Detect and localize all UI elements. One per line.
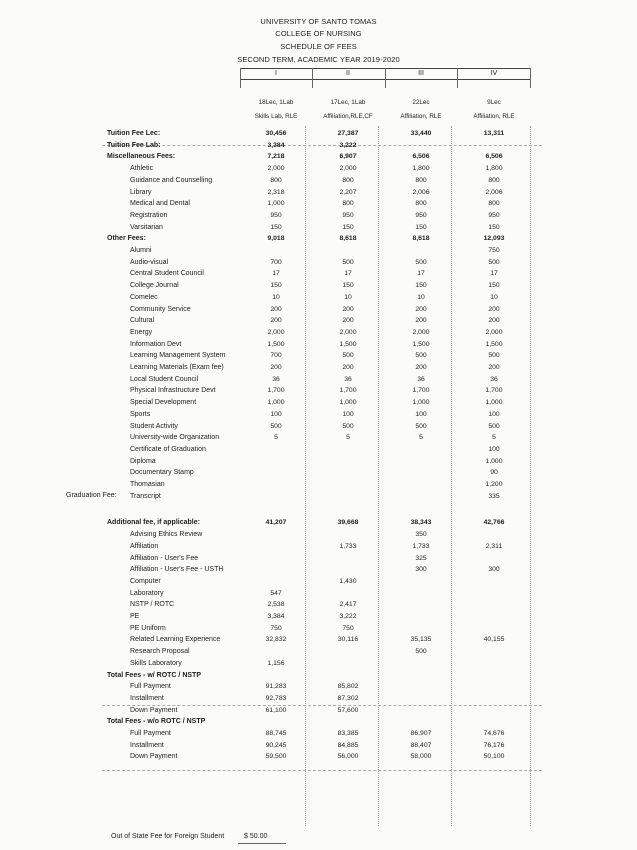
- fee-label: Athletic: [130, 165, 153, 173]
- fee-label: Miscellaneous Fees:: [107, 153, 176, 161]
- fee-value: 10: [417, 293, 425, 301]
- fee-label: Advising Ethics Review: [130, 531, 203, 539]
- fee-value: 3,222: [339, 141, 357, 149]
- fee-value: 8,618: [412, 235, 430, 243]
- fee-value: 1,700: [267, 387, 285, 395]
- fee-value: 38,343: [410, 519, 432, 527]
- fee-value: 57,600: [337, 706, 359, 714]
- fee-value: 1,733: [412, 542, 430, 550]
- fee-value: 9,018: [267, 235, 285, 243]
- fee-label: Affiliation - User's Fee - USTH: [130, 566, 224, 574]
- col-divider: [451, 126, 452, 826]
- fee-value: 27,387: [337, 130, 359, 137]
- fee-value: 100: [270, 410, 282, 418]
- fee-label: Audio-visual: [130, 258, 169, 266]
- column-level: II: [346, 70, 350, 77]
- fee-value: 1,200: [485, 481, 503, 488]
- fee-value: 50,100: [483, 753, 505, 761]
- fee-value: 1,500: [339, 340, 357, 348]
- fee-value: 2,006: [485, 188, 503, 196]
- fee-value: 2,417: [339, 601, 357, 609]
- fee-value: 1,700: [412, 387, 430, 395]
- fee-value: 84,885: [337, 741, 359, 749]
- fee-label: Energy: [130, 328, 153, 336]
- fee-value: 150: [488, 223, 500, 231]
- fee-value: 33,440: [410, 130, 432, 137]
- column-level: I: [275, 70, 277, 77]
- fee-label: PE: [130, 613, 140, 620]
- fee-value: 32,832: [265, 636, 287, 644]
- column-units: 22Lec: [412, 99, 430, 106]
- fee-value: 1,430: [339, 577, 357, 585]
- university-name: UNIVERSITY OF SANTO TOMAS: [260, 17, 377, 26]
- fee-value: 5: [346, 434, 350, 442]
- fee-label: Thomasian: [130, 481, 165, 488]
- fee-label: Tuition Fee Lec:: [107, 130, 161, 137]
- fee-label: Full Payment: [130, 730, 171, 737]
- fee-value: 500: [488, 422, 500, 430]
- fee-value: 500: [415, 422, 427, 430]
- column-type: Skills Lab, RLE: [254, 113, 298, 120]
- fee-value: 6,907: [339, 153, 357, 161]
- fee-value: 500: [342, 422, 354, 430]
- fee-value: 5: [419, 434, 423, 442]
- fee-label: Skills Laboratory: [130, 659, 182, 667]
- fee-label: Additional fee, if applicable:: [107, 519, 200, 527]
- fee-label: Documentary Stamp: [130, 469, 194, 477]
- fee-label: Central Student Council: [130, 270, 204, 278]
- fee-value: 5: [274, 434, 278, 442]
- fee-label: Total Fees - w/ ROTC / NSTP: [107, 671, 201, 679]
- fee-value: 61,100: [265, 706, 287, 714]
- fee-value: 17: [272, 270, 280, 278]
- fee-value: 200: [270, 305, 282, 313]
- fee-value: 88,407: [410, 741, 432, 749]
- fee-value: 950: [488, 211, 500, 219]
- fee-value: 500: [488, 258, 500, 266]
- fee-value: 1,800: [412, 165, 430, 173]
- fee-value: 39,668: [337, 519, 359, 527]
- fee-label: Learning Management System: [130, 352, 226, 360]
- fee-label: Affiliation - User's Fee: [130, 554, 199, 562]
- col-divider: [305, 126, 306, 826]
- column-type: Affiliation, RLE: [400, 113, 442, 120]
- fee-value: 150: [342, 282, 354, 290]
- graduation-fee-label: Graduation Fee:: [66, 492, 117, 499]
- column-type: Affiliation, RLE: [473, 113, 515, 120]
- fee-value: 30,116: [337, 636, 359, 644]
- fee-value: 1,000: [267, 399, 285, 407]
- fee-value: 83,385: [337, 730, 359, 737]
- fee-value: 500: [415, 648, 427, 656]
- fee-label: Physical Infrastructure Devt: [130, 387, 216, 395]
- fee-label: Local Student Council: [130, 375, 199, 383]
- fee-value: 92,783: [265, 694, 287, 702]
- fee-value: 1,500: [485, 340, 503, 348]
- fee-value: 750: [342, 624, 354, 632]
- fee-value: 1,000: [485, 399, 503, 407]
- fee-value: 3,222: [339, 613, 357, 620]
- fee-label: Community Service: [130, 305, 191, 313]
- fee-value: 91,283: [265, 683, 287, 691]
- fee-value: 150: [270, 282, 282, 290]
- fee-value: 5: [492, 434, 496, 442]
- fee-value: 17: [490, 270, 498, 278]
- fee-label: Medical and Dental: [130, 200, 190, 208]
- fee-value: 200: [415, 305, 427, 313]
- fee-value: 800: [415, 200, 427, 208]
- fee-value: 750: [488, 247, 500, 254]
- fee-value: 41,207: [265, 519, 287, 527]
- fee-label: College Journal: [130, 282, 179, 290]
- college-name: COLLEGE OF NURSING: [275, 29, 362, 38]
- fee-value: 1,500: [267, 340, 285, 348]
- fee-label: PE Uniform: [130, 624, 166, 632]
- fee-value: 150: [415, 282, 427, 290]
- fee-label: Affiliation: [130, 542, 159, 550]
- fee-value: 547: [270, 589, 282, 597]
- fee-value: 1,000: [267, 200, 285, 208]
- fee-value: 85,802: [337, 683, 359, 691]
- fee-value: 56,000: [337, 753, 359, 761]
- fee-value: 6,506: [485, 153, 503, 161]
- fee-value: 500: [488, 352, 500, 360]
- fee-value: 700: [270, 258, 282, 266]
- fee-label: Tuition Fee Lab:: [107, 141, 161, 149]
- fee-value: 200: [342, 305, 354, 313]
- fee-label: Registration: [130, 211, 168, 219]
- fee-label: University-wide Organization: [130, 434, 220, 442]
- fee-value: 500: [415, 352, 427, 360]
- fee-value: 950: [415, 211, 427, 219]
- fee-value: 7,218: [267, 153, 285, 161]
- fee-value: 950: [270, 211, 282, 219]
- foreign-student-fee-label: Out of State Fee for Foreign Student: [111, 833, 225, 840]
- fee-value: 500: [342, 258, 354, 266]
- fee-label: Laboratory: [130, 589, 164, 597]
- fee-value: 100: [415, 410, 427, 418]
- fee-value: 2,000: [412, 328, 430, 336]
- fee-value: 800: [488, 200, 500, 208]
- fee-label: Down Payment: [130, 753, 178, 761]
- fee-value: 58,000: [410, 753, 432, 761]
- fee-label: Learning Materials (Exam fee): [130, 364, 224, 371]
- fee-value: 800: [342, 200, 354, 208]
- fee-value: 200: [488, 317, 500, 325]
- fee-label: Computer: [130, 577, 161, 585]
- fee-value: 76,176: [483, 741, 505, 749]
- fee-label: Transcript: [130, 492, 161, 500]
- fee-value: 1,500: [412, 340, 430, 348]
- fee-value: 200: [270, 317, 282, 325]
- fee-label: Library: [130, 188, 152, 196]
- column-level: IV: [490, 70, 498, 77]
- row-divider: [102, 145, 542, 146]
- column-units: 17Lec, 1Lab: [330, 99, 366, 106]
- fee-value: 750: [270, 624, 282, 632]
- fee-label: Certificate of Graduation: [130, 445, 206, 453]
- fee-label: Related Learning Experience: [130, 636, 221, 644]
- fee-value: 87,302: [337, 694, 359, 702]
- fee-label: Cultural: [130, 317, 155, 325]
- fee-value: 500: [342, 352, 354, 360]
- fee-value: 2,000: [267, 328, 285, 336]
- fee-label: Information Devt: [130, 340, 182, 348]
- fee-value: 86,907: [410, 730, 432, 737]
- fee-value: 2,000: [339, 328, 357, 336]
- fee-value: 200: [415, 317, 427, 325]
- fee-value: 2,538: [267, 601, 285, 609]
- fee-value: 1,156: [267, 659, 285, 667]
- fee-label: Research Proposal: [130, 648, 190, 656]
- fee-value: 200: [488, 364, 500, 371]
- fee-label: Student Activity: [130, 422, 178, 430]
- fee-value: 335: [488, 492, 500, 500]
- fee-value: 1,000: [412, 399, 430, 407]
- fee-value: 10: [490, 293, 498, 301]
- fee-value: 17: [417, 270, 425, 278]
- fee-value: 8,618: [339, 235, 357, 243]
- fee-label: Total Fees - w/o ROTC / NSTP: [107, 718, 206, 726]
- fee-value: 59,500: [265, 753, 287, 761]
- fee-value: 1,000: [485, 457, 503, 465]
- column-units: 18Lec, 1Lab: [258, 99, 294, 106]
- fee-value: 100: [488, 445, 500, 453]
- fee-value: 2,311: [485, 542, 503, 550]
- fee-value: 36: [344, 375, 352, 383]
- fee-value: 150: [488, 282, 500, 290]
- fee-value: 74,676: [483, 730, 505, 737]
- fee-value: 200: [415, 364, 427, 371]
- fee-value: 10: [344, 293, 352, 301]
- fee-label: Full Payment: [130, 683, 171, 691]
- fee-value: 500: [415, 258, 427, 266]
- fee-value: 13,311: [483, 130, 505, 137]
- fee-value: 2,000: [267, 165, 285, 173]
- fee-label: Sports: [130, 410, 151, 418]
- fee-value: 200: [342, 317, 354, 325]
- fee-value: 500: [270, 422, 282, 430]
- fee-value: 350: [415, 531, 427, 539]
- fee-value: 12,093: [483, 235, 505, 243]
- footer-underline: [238, 843, 286, 844]
- fee-value: 3,384: [267, 613, 285, 620]
- schedule-title: SCHEDULE OF FEES: [280, 42, 357, 51]
- fee-label: Down Payment: [130, 706, 178, 714]
- fee-label: Comelec: [130, 293, 158, 301]
- row-divider: [102, 770, 542, 771]
- fee-value: 36: [272, 375, 280, 383]
- fee-value: 100: [488, 410, 500, 418]
- fee-value: 10: [272, 293, 280, 301]
- fee-label: Guidance and Counselling: [130, 176, 213, 184]
- fee-label: Installment: [130, 741, 164, 749]
- foreign-student-fee-value: $ 50.00: [244, 833, 268, 840]
- fee-value: 150: [415, 223, 427, 231]
- fee-value: 325: [415, 554, 427, 562]
- fee-label: Varsitarian: [130, 223, 163, 231]
- fee-value: 800: [415, 176, 427, 184]
- fee-value: 800: [270, 176, 282, 184]
- fee-value: 1,700: [485, 387, 503, 395]
- fee-value: 2,207: [339, 188, 357, 196]
- fee-value: 35,135: [410, 636, 432, 644]
- fee-value: 36: [490, 375, 498, 383]
- column-units: 9Lec: [487, 99, 501, 106]
- fee-label: Special Development: [130, 399, 197, 407]
- fee-value: 200: [488, 305, 500, 313]
- fee-value: 40,155: [483, 636, 505, 644]
- fee-label: Diploma: [130, 457, 156, 465]
- fee-value: 1,700: [339, 387, 357, 395]
- fee-value: 150: [342, 223, 354, 231]
- fee-value: 950: [342, 211, 354, 219]
- fee-label: Other Fees:: [107, 235, 146, 243]
- fee-value: 800: [342, 176, 354, 184]
- fee-value: 300: [488, 566, 500, 574]
- fee-value: 700: [270, 352, 282, 360]
- fee-value: 200: [342, 364, 354, 371]
- fee-value: 90: [490, 469, 498, 477]
- col-divider: [378, 126, 379, 826]
- fee-value: 1,800: [485, 165, 503, 173]
- fee-value: 42,766: [483, 519, 505, 527]
- fee-value: 2,006: [412, 188, 430, 196]
- column-level: III: [418, 70, 424, 77]
- fee-label: NSTP / ROTC: [130, 601, 175, 609]
- fee-value: 17: [344, 270, 352, 278]
- fee-value: 2,000: [485, 328, 503, 336]
- fee-value: 800: [488, 176, 500, 184]
- col-divider: [530, 126, 531, 826]
- fee-value: 2,000: [339, 165, 357, 173]
- fee-value: 300: [415, 566, 427, 574]
- fee-value: 90,245: [265, 741, 287, 749]
- fee-value: 6,506: [412, 153, 430, 161]
- term-title: SECOND TERM, ACADEMIC YEAR 2019-2020: [237, 55, 400, 64]
- fee-value: 100: [342, 410, 354, 418]
- column-type: Affiliation,RLE,CF: [323, 113, 373, 120]
- fee-label: Alumni: [130, 247, 152, 254]
- fee-label: Installment: [130, 694, 164, 702]
- fee-value: 1,733: [339, 542, 357, 550]
- fee-value: 30,456: [265, 130, 287, 137]
- fee-value: 200: [270, 364, 282, 371]
- fee-value: 2,318: [267, 188, 285, 196]
- fee-value: 1,000: [339, 399, 357, 407]
- fee-value: 3,384: [267, 141, 285, 149]
- fee-value: 36: [417, 375, 425, 383]
- fee-value: 150: [270, 223, 282, 231]
- fee-value: 88,745: [265, 730, 287, 737]
